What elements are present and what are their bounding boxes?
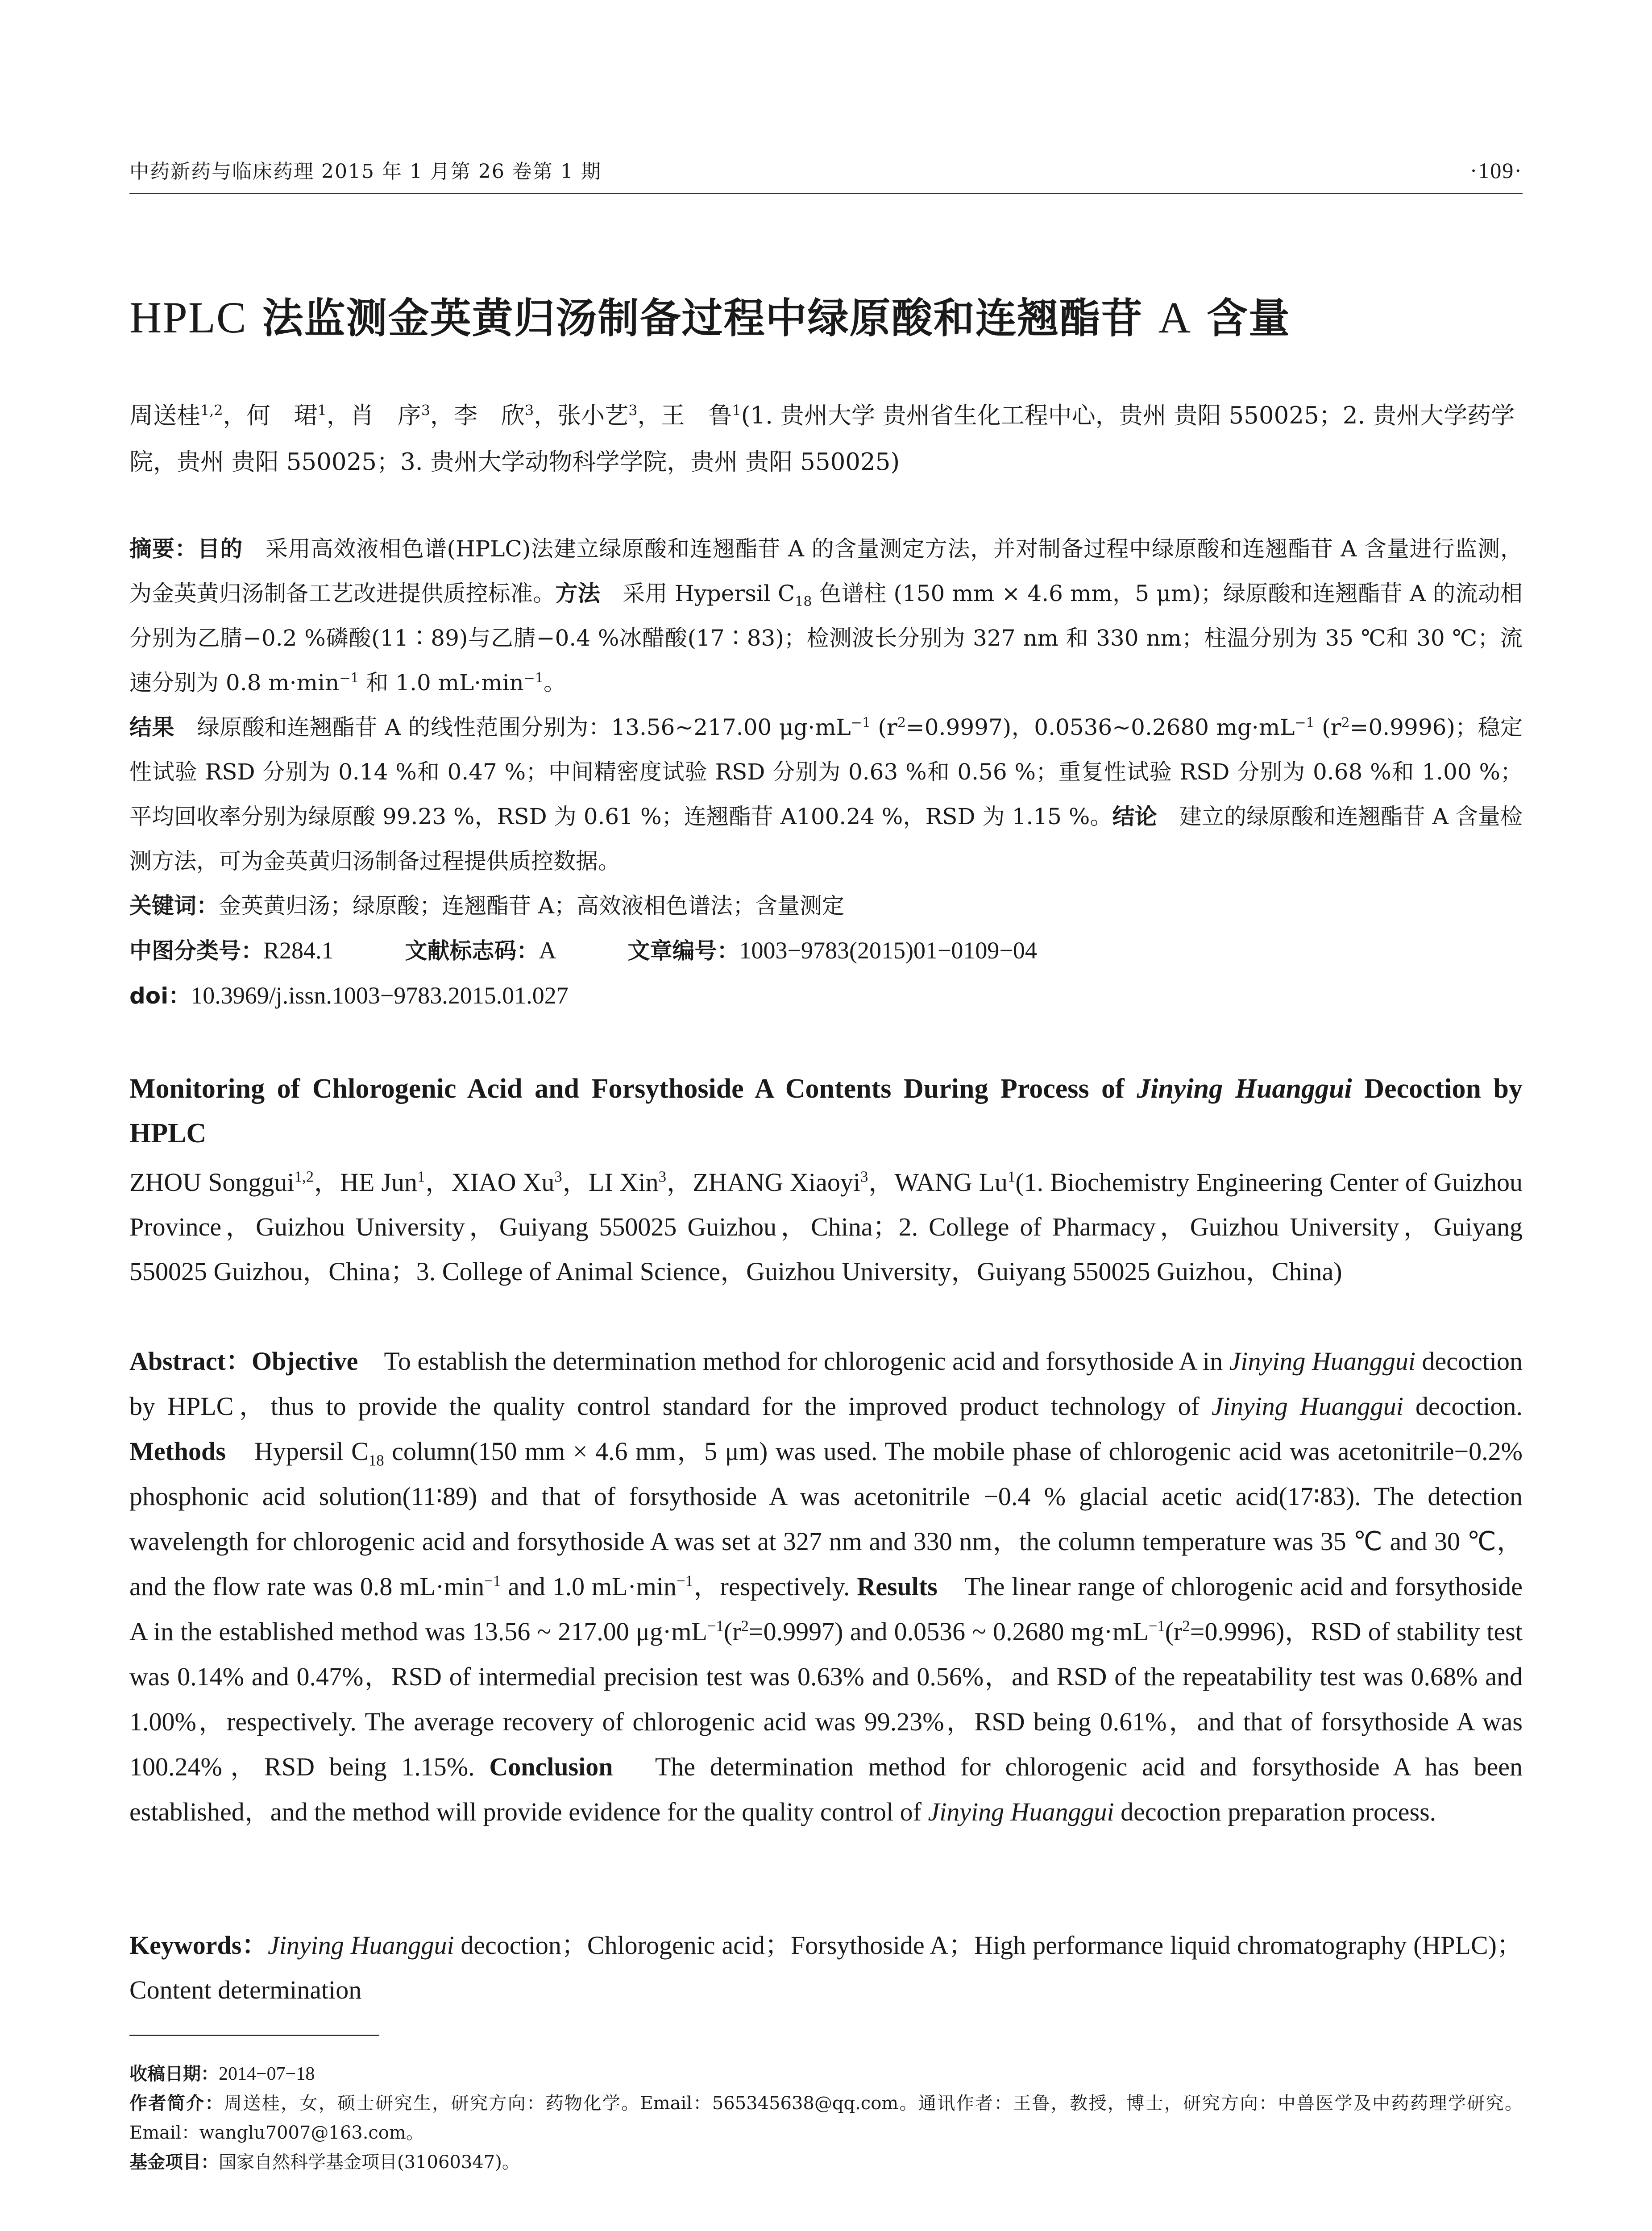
page-number: ·109· — [1469, 158, 1523, 183]
results-label: 结果 — [129, 714, 175, 740]
methods-text: Hypersil C — [225, 1437, 369, 1466]
doccode-value: A — [539, 937, 556, 964]
author-affiliation: 3 — [421, 402, 431, 419]
abstract-label: 摘要： — [129, 536, 198, 562]
objective-italic: Jinying Huanggui — [1229, 1347, 1415, 1376]
author-affiliation: 1 — [317, 402, 327, 419]
author-affiliation: 1,2 — [294, 1168, 314, 1186]
classification-row — [129, 928, 1523, 973]
received-date-line — [129, 2059, 1523, 2089]
author-affiliation: 1 — [417, 1168, 425, 1186]
author-name: 周送桂 — [129, 402, 200, 429]
doi-link[interactable]: 10.3969/j.issn.1003−9783.2015.01.027 — [191, 982, 569, 1009]
conclusion-text: 建立的绿原酸和连翘酯苷 A 含量检测方法，可为金英黄归汤制备过程提供质控数据。 — [129, 804, 1523, 874]
keywords-text: decoction；Chlorogenic acid；Forsythoside A；High performance liquid chromatography (HPLC)；Content determination — [129, 1931, 1523, 2004]
doccode-label: 文献标志码： — [405, 938, 539, 964]
footnotes — [129, 2059, 1523, 2177]
author-affiliation: 1 — [1007, 1168, 1016, 1186]
chinese-affiliations: (1. 贵州大学 贵州省生化工程中心，贵州 贵阳 550025；2. 贵州大学药学院，贵州 贵阳 550025；3. 贵州大学动物科学学院，贵州 贵阳 550025) — [129, 402, 1515, 476]
methods-label: Methods — [129, 1437, 226, 1466]
bio-label: 作者简介： — [129, 2093, 224, 2114]
author-name: ZHOU Songgui — [129, 1168, 295, 1197]
conclusion-label: 结论 — [1112, 804, 1157, 829]
chinese-authors: 周送桂$^{1,2}$，何 珺$^1$，肖 序$^3$，李 欣$^3$，张小艺$^3$，王 鲁$^1$(1. 贵州大学 贵州省生化工程中心，贵州 贵阳 550025；2. 贵州大学药学院，贵州 贵阳 550025；3. 贵州大学动物科学学院，贵州 贵阳 550025) — [129, 402, 1515, 476]
keywords-label: Keywords： — [129, 1931, 268, 1960]
doi-label: doi： — [129, 983, 191, 1009]
conclusion-label: Conclusion — [489, 1752, 613, 1781]
chinese-abstract — [129, 527, 1523, 883]
chinese-metadata — [129, 883, 1523, 1018]
conclusion-text: decoction preparation process. — [1114, 1797, 1436, 1826]
superscript: −1 — [484, 1572, 501, 1590]
articleno-label: 文章编号： — [627, 938, 739, 964]
author-name: WANG Lu — [894, 1168, 1008, 1197]
fund-text: 国家自然科学基金项目(31060347)。 — [219, 2152, 520, 2173]
chinese-title-hplc: HPLC — [129, 293, 247, 342]
results-text: 绿原酸和连翘酯苷 A 的线性范围分别为：13.56~217.00 μg·mL — [174, 714, 851, 740]
results-label: Results — [857, 1572, 938, 1601]
methods-text: 采用 Hypersil C — [600, 581, 795, 606]
footnote-rule — [129, 2035, 379, 2036]
results-text: (r — [870, 714, 897, 740]
methods-text: 和 1.0 mL·min — [359, 670, 524, 696]
author-affiliation: 1,2 — [200, 402, 223, 419]
methods-text: column(150 mm × 4.6 mm，5 μm) was used. The mobile phase of chlorogenic acid was acetonitrile−0.2% phosphonic acid solution(11∶89) and that of forsythoside A was acetonitrile −0.4 % glacial acetic acid(17∶83). The detection wavelength for chlorogenic acid and forsythoside A was set at 327 nm and 330 nm，the column temperature was 35 ℃ and 30 ℃，and the flow rate was 0.8 mL·min — [129, 1437, 1523, 1601]
superscript: −1 — [1148, 1617, 1165, 1635]
superscript: 2 — [1182, 1617, 1190, 1635]
author-name: 何 珺 — [246, 402, 318, 429]
subscript: 18 — [795, 594, 812, 610]
chinese-title — [129, 286, 1526, 344]
results-text: (r — [1165, 1617, 1183, 1646]
chinese-keywords — [129, 883, 1523, 928]
english-keywords — [129, 1923, 1523, 2012]
author-affiliation: 1 — [732, 402, 741, 419]
superscript: −1 — [851, 715, 871, 731]
chinese-title-main: 法监测金英黄归汤制备过程中绿原酸和连翘酯苷 — [247, 294, 1158, 342]
author-name: 张小艺 — [557, 402, 629, 429]
results-text: =0.9996)；稳定性试验 RSD 分别为 0.14 %和 0.47 %；中间精密度试验 RSD 分别为 0.63 %和 0.56 %；重复性试验 RSD 分别为 0.68 %和 1.00 %；平均回收率分别为绿原酸 99.23 %，RSD 为 0.61 %；连翘酯苷 A100.24 %，RSD 为 1.15 %。 — [129, 714, 1523, 829]
author-name: 王 鲁 — [661, 402, 732, 429]
english-title-part: Decoction by HPLC — [129, 1074, 1523, 1149]
clc-value: R284.1 — [263, 937, 334, 964]
superscript: 2 — [741, 1617, 749, 1635]
objective-text: 采用高效液相色谱(HPLC)法建立绿原酸和连翘酯苷 A 的含量测定方法，并对制备过程中绿原酸和连翘酯苷 A 含量进行监测，为金英黄归汤制备工艺改进提供质控标准。 — [129, 536, 1523, 606]
superscript: −1 — [707, 1617, 724, 1635]
author-name: 肖 序 — [350, 402, 421, 429]
author-affiliation: 3 — [525, 402, 534, 419]
author-name: 李 欣 — [454, 402, 525, 429]
objective-italic: Jinying Huanggui — [1212, 1392, 1403, 1421]
chinese-title-end: 含量 — [1191, 294, 1291, 342]
abstract-label: Abstract： — [129, 1347, 252, 1376]
objective-text: decoction by HPLC，thus to provide the quality control standard for the improved product technology of — [129, 1347, 1523, 1421]
doi-line — [129, 973, 1523, 1018]
superscript: −1 — [1295, 715, 1315, 731]
keywords-italic: Jinying Huanggui — [268, 1931, 454, 1960]
keywords-label: 关键词： — [129, 893, 219, 919]
english-abstract — [129, 1339, 1523, 1834]
header-rule — [129, 193, 1523, 194]
objective-text: To establish the determination method for chlorogenic acid and forsythoside A in — [358, 1347, 1229, 1376]
objective-text: decoction. — [1403, 1392, 1523, 1421]
author-name: XIAO Xu — [451, 1168, 555, 1197]
articleno-value: 1003−9783(2015)01−0109−04 — [739, 937, 1037, 964]
running-header — [129, 155, 1523, 184]
objective-label: Objective — [251, 1347, 358, 1376]
superscript: 2 — [1341, 715, 1350, 731]
fund-label: 基金项目： — [129, 2152, 219, 2173]
objective-label: 目的 — [197, 536, 243, 562]
author-affiliation: 3 — [554, 1168, 562, 1186]
author-name: LI Xin — [588, 1168, 659, 1197]
english-affiliations: (1. Biochemistry Engineering Center of Guizhou Province，Guizhou University，Guiyang 550025 Guizhou，China；2. College of Pharmacy，Guizhou University，Guiyang 550025 Guizhou，China；3. College of Animal Science，Guizhou University，Guiyang 550025 Guizhou，China) — [129, 1168, 1523, 1286]
superscript: 2 — [897, 715, 906, 731]
chinese-title-a: A — [1158, 293, 1191, 342]
bio-text: 周送桂，女，硕士研究生，研究方向：药物化学。Email：565345638@qq.com。通讯作者：王鲁，教授，博士，研究方向：中兽医学及中药药理学研究。Email：wanglu7007@163.com。 — [129, 2093, 1523, 2143]
author-affiliation: 3 — [628, 402, 638, 419]
superscript: −1 — [677, 1572, 693, 1590]
methods-text: and 1.0 mL·min — [501, 1572, 677, 1601]
english-title — [129, 1066, 1523, 1156]
conclusion-italic: Jinying Huanggui — [928, 1797, 1114, 1826]
methods-label: 方法 — [555, 581, 601, 606]
english-authors: ZHOU Songgui$^{1,2}$，HE Jun$^1$，XIAO Xu$^3$，LI Xin$^3$，ZHANG Xiaoyi$^3$，WANG Lu$^1$(1. Biochemistry Engineering Center of Guizhou Province，Guizhou University，Guiyang 550025 Guizhou，China；2. College of Pharmacy，Guizhou University，Guiyang 550025 Guizhou，China；3. College of Animal Science，Guizhou University，Guiyang 550025 Guizhou，China) — [129, 1168, 1523, 1286]
author-bio-line — [129, 2089, 1523, 2148]
author-affiliation: 3 — [658, 1168, 667, 1186]
results-text: =0.9997)，0.0536~0.2680 mg·mL — [905, 714, 1295, 740]
clc-label: 中图分类号： — [129, 938, 263, 964]
conclusion-text: The determination method for chlorogenic acid and forsythoside A has been established，and the method will provide evidence for the quality control of — [129, 1752, 1523, 1826]
results-text: (r — [1314, 714, 1341, 740]
results-text: =0.9997) and 0.0536 ~ 0.2680 mg·mL — [748, 1617, 1149, 1646]
methods-text: ，respectively. — [693, 1572, 857, 1601]
results-text: =0.9996)，RSD of stability test was 0.14% and 0.47%，RSD of intermedial precision test was 0.63% and 0.56%，and RSD of the repeatability test was 0.68% and 1.00%，respectively. The average recovery of chlorogenic acid was 99.23%，RSD being 0.61%，and that of forsythoside A was 100.24%，RSD being 1.15%. — [129, 1617, 1523, 1781]
english-title-italic: Jinying Huanggui — [1137, 1074, 1352, 1104]
superscript: −1 — [339, 670, 359, 686]
received-date: 2014−07−18 — [219, 2064, 315, 2084]
author-name: ZHANG Xiaoyi — [693, 1168, 861, 1197]
superscript: −1 — [523, 670, 544, 686]
author-affiliation: 3 — [860, 1168, 868, 1186]
author-name: HE Jun — [340, 1168, 417, 1197]
english-title-part: Monitoring of Chlorogenic Acid and Forsythoside A Contents During Process of — [129, 1074, 1137, 1104]
received-label: 收稿日期： — [129, 2064, 219, 2084]
methods-text: 色谱柱 (150 mm × 4.6 mm，5 μm)；绿原酸和连翘酯苷 A 的流动相分别为乙腈−0.2 %磷酸(11∶89)与乙腈−0.4 %冰醋酸(17∶83)；检测波长分别为 327 nm 和 330 nm；柱温分别为 35 ℃和 30 ℃；流速分别为 0.8 m·min — [129, 581, 1523, 696]
keywords-text: 金英黄归汤；绿原酸；连翘酯苷 A；高效液相色谱法；含量测定 — [219, 893, 845, 919]
results-text: The linear range of chlorogenic acid and forsythoside A in the established method was 13.56 ~ 217.00 μg·mL — [129, 1572, 1523, 1646]
results-text: (r — [723, 1617, 741, 1646]
methods-text: 。 — [544, 670, 566, 696]
journal-name: 中药新药与临床药理 2015 年 1 月第 26 卷第 1 期 — [129, 160, 602, 183]
subscript: 18 — [368, 1451, 384, 1469]
fund-line — [129, 2148, 1523, 2177]
